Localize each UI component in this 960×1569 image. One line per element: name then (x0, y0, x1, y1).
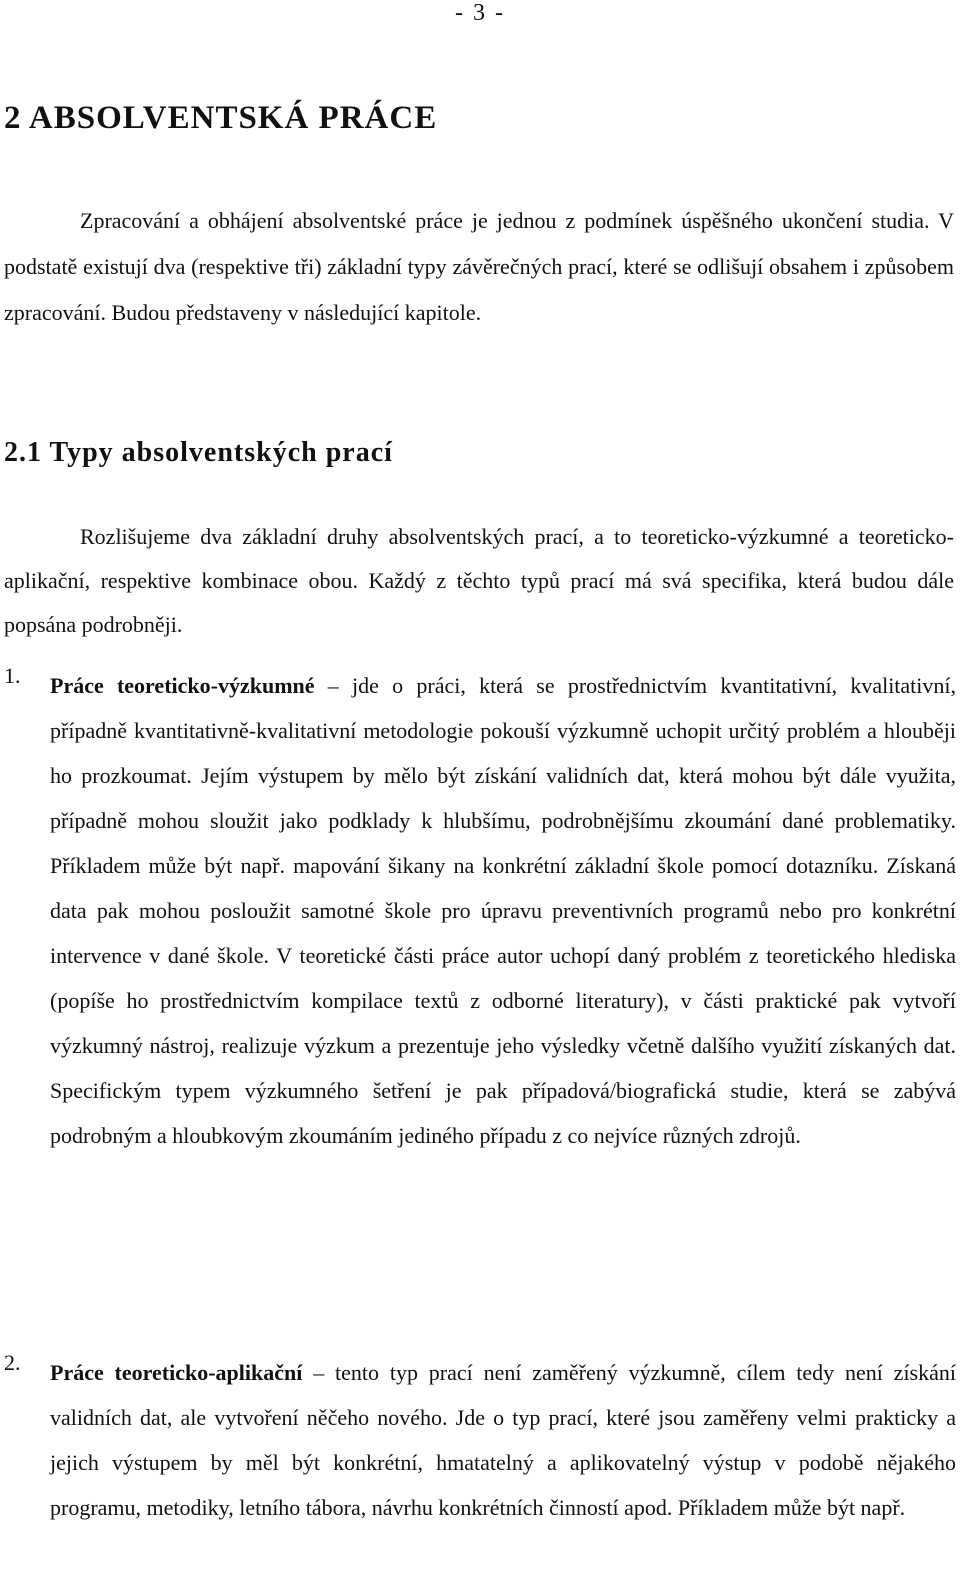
page-number: - 3 - (455, 0, 505, 26)
chapter-intro-paragraph: Zpracování a obhájení absolventské práce je jednou z podmínek úspěšného ukončení studia. V podstatě existují dva (respektive tři) základní typy závěrečných prací, které se odlišují obsahem i způsobem zpracování. Budou představeny v následující kapitole. (4, 208, 954, 325)
list-item-term: Práce teoreticko-výzkumné (50, 673, 315, 698)
section-intro-paragraph: Rozlišujeme dva základní druhy absolventských prací, a to teoreticko-výzkumné a teoreticko-aplikační, respektive kombinace obou. Každý z těchto typů prací má svá specifika, která budou dále popsána podrobněji. (4, 524, 954, 637)
list-item-text: jde o práci, která se prostřednictvím kvantitativní, kvalitativní, případně kvantitativně-kvalitativní metodologie pokouší výzkumně uchopit určitý problém a hlouběji ho prozkoumat. Jejím výstupem by mělo být získání validních dat, která mohou být dále využita, případně mohou sloužit jako podklady k hlubšímu, podrobnějšímu zkoumání dané problematiky. Příkladem může být např. mapování šikany na konkrétní základní škole pomocí dotazníku. Získaná data pak mohou posloužit samotné škole pro úpravu preventivních programů nebo pro konkrétní intervence v dané škole. V teoretické části práce autor uchopí daný problém z teoretického hlediska (popíše ho prostřednictvím kompilace textů z odborné literatury), v části praktické pak vytvoří výzkumný nástroj, realizuje výzkum a prezentuje jeho výsledky včetně dalšího využití získaných dat. Specifickým typem výzkumného šetření je pak případová/biografická studie, která se zabývá podrobným a hloubkovým zkoumáním jediného případu z co nejvíce různých zdrojů. (50, 673, 957, 1148)
list-item-number: 1. (4, 663, 21, 688)
list-item-separator: – (314, 673, 353, 698)
list-item-text: tento typ prací není zaměřený výzkumně, cílem tedy není získání validních dat, ale vytvoření něčeho nového. Jde o typ prací, které jsou zaměřeny velmi prakticky a jejich výstupem by měl být konkrétní, hmatatelný a aplikovatelný výstup v podobě nějakého programu, metodiky, letního tábora, návrhu konkrétních činností apod. Příkladem může být např. (50, 1360, 956, 1520)
list-item-term: Práce teoreticko-aplikační (50, 1360, 303, 1385)
list-item-number: 2. (4, 1350, 21, 1375)
list-item-body (50, 663, 956, 1158)
list-item-body (50, 1350, 956, 1530)
list-item-separator: – (302, 1360, 336, 1385)
section-title: 2.1 Typy absolventských prací (4, 437, 393, 468)
chapter-title: 2 ABSOLVENTSKÁ PRÁCE (4, 100, 438, 136)
